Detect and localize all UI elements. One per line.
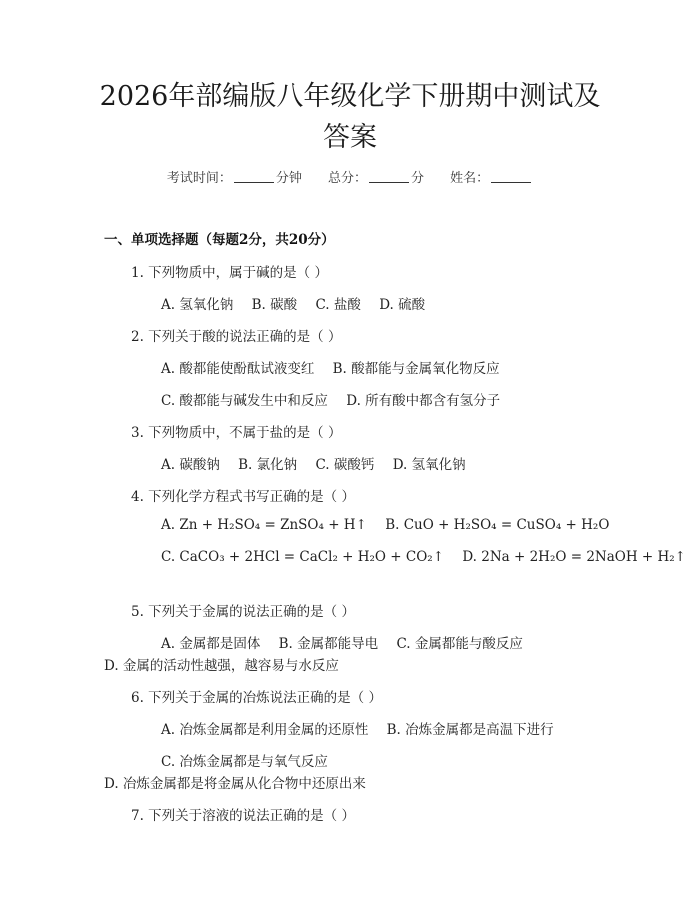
option-b: B. 碳酸 — [251, 297, 298, 313]
student-name-blank[interactable] — [491, 171, 531, 183]
student-name-label: 姓名： — [450, 171, 490, 186]
option-c: C. 酸都能与碱发生中和反应 — [161, 393, 328, 409]
document-title: 2026年部编版八年级化学下册期中测试及答案 — [99, 81, 601, 153]
total-score-blank[interactable] — [369, 171, 409, 183]
question-stem: 7. 下列关于溶液的说法正确的是（ ） — [131, 808, 355, 824]
option-a: A. 氢氧化钠 — [161, 297, 234, 313]
exam-time — [167, 171, 302, 186]
question-options — [161, 517, 609, 533]
option-b: B. 冶炼金属都是高温下进行 — [386, 722, 554, 738]
exam-time-label: 考试时间： — [166, 171, 232, 186]
option-a: A. 碳酸钠 — [161, 457, 220, 473]
option-c: C. 盐酸 — [315, 297, 361, 313]
question-options — [161, 357, 500, 377]
question-stem: 6. 下列关于金属的冶炼说法正确的是（ ） — [131, 690, 382, 706]
option-c: C. 碳酸钙 — [315, 457, 375, 473]
question-options — [161, 718, 554, 738]
question-stem: 3. 下列物质中，不属于盐的是（ ） — [131, 425, 342, 441]
option-d: D. 硫酸 — [379, 297, 426, 313]
exam-time-unit: 分钟 — [275, 171, 302, 186]
total-score-label: 总分： — [327, 171, 367, 186]
question-stem: 2. 下列关于酸的说法正确的是（ ） — [131, 329, 342, 345]
option-c: C. CaCO₃ + 2HCl = CaCl₂ + H₂O + CO₂↑ — [161, 549, 445, 565]
section-heading: 一、单项选择题（每题2分，共20分） — [104, 232, 335, 248]
option-a: A. Zn + H₂SO₄ = ZnSO₄ + H↑ — [161, 517, 367, 533]
question-stem: 5. 下列关于金属的说法正确的是（ ） — [131, 604, 355, 620]
question-options — [161, 750, 328, 770]
question-stem: 4. 下列化学方程式书写正确的是（ ） — [131, 489, 355, 505]
question-stem: 1. 下列物质中，属于碱的是（ ） — [131, 265, 328, 281]
question-options — [161, 632, 523, 652]
option-b: B. CuO + H₂SO₄ = CuSO₄ + H₂O — [385, 517, 610, 533]
student-name — [450, 171, 533, 186]
option-c: C. 金属都能与酸反应 — [396, 636, 523, 652]
option-c: C. 冶炼金属都是与氧气反应 — [161, 754, 328, 770]
option-b: B. 氯化钠 — [238, 457, 298, 473]
option-d: D. 金属的活动性越强，越容易与水反应 — [104, 658, 339, 674]
exam-time-blank[interactable] — [234, 171, 274, 183]
option-d: D. 2Na + 2H₂O = 2NaOH + H₂↑ — [462, 549, 686, 565]
option-a: A. 冶炼金属都是利用金属的还原性 — [161, 722, 369, 738]
option-d: D. 所有酸中都含有氢分子 — [346, 393, 501, 409]
question-options — [161, 549, 686, 565]
exam-info-line — [0, 167, 700, 186]
option-b: B. 金属都能导电 — [278, 636, 379, 652]
question-options — [161, 293, 425, 313]
option-b: B. 酸都能与金属氧化物反应 — [332, 361, 500, 377]
option-d: D. 氢氧化钠 — [392, 457, 466, 473]
total-score — [328, 171, 424, 186]
option-d: D. 冶炼金属都是将金属从化合物中还原出来 — [104, 776, 366, 792]
option-a: A. 酸都能使酚酞试液变红 — [161, 361, 315, 377]
question-options — [161, 389, 500, 409]
question-options — [161, 453, 466, 473]
option-a: A. 金属都是固体 — [161, 636, 261, 652]
total-score-unit: 分 — [411, 171, 425, 186]
